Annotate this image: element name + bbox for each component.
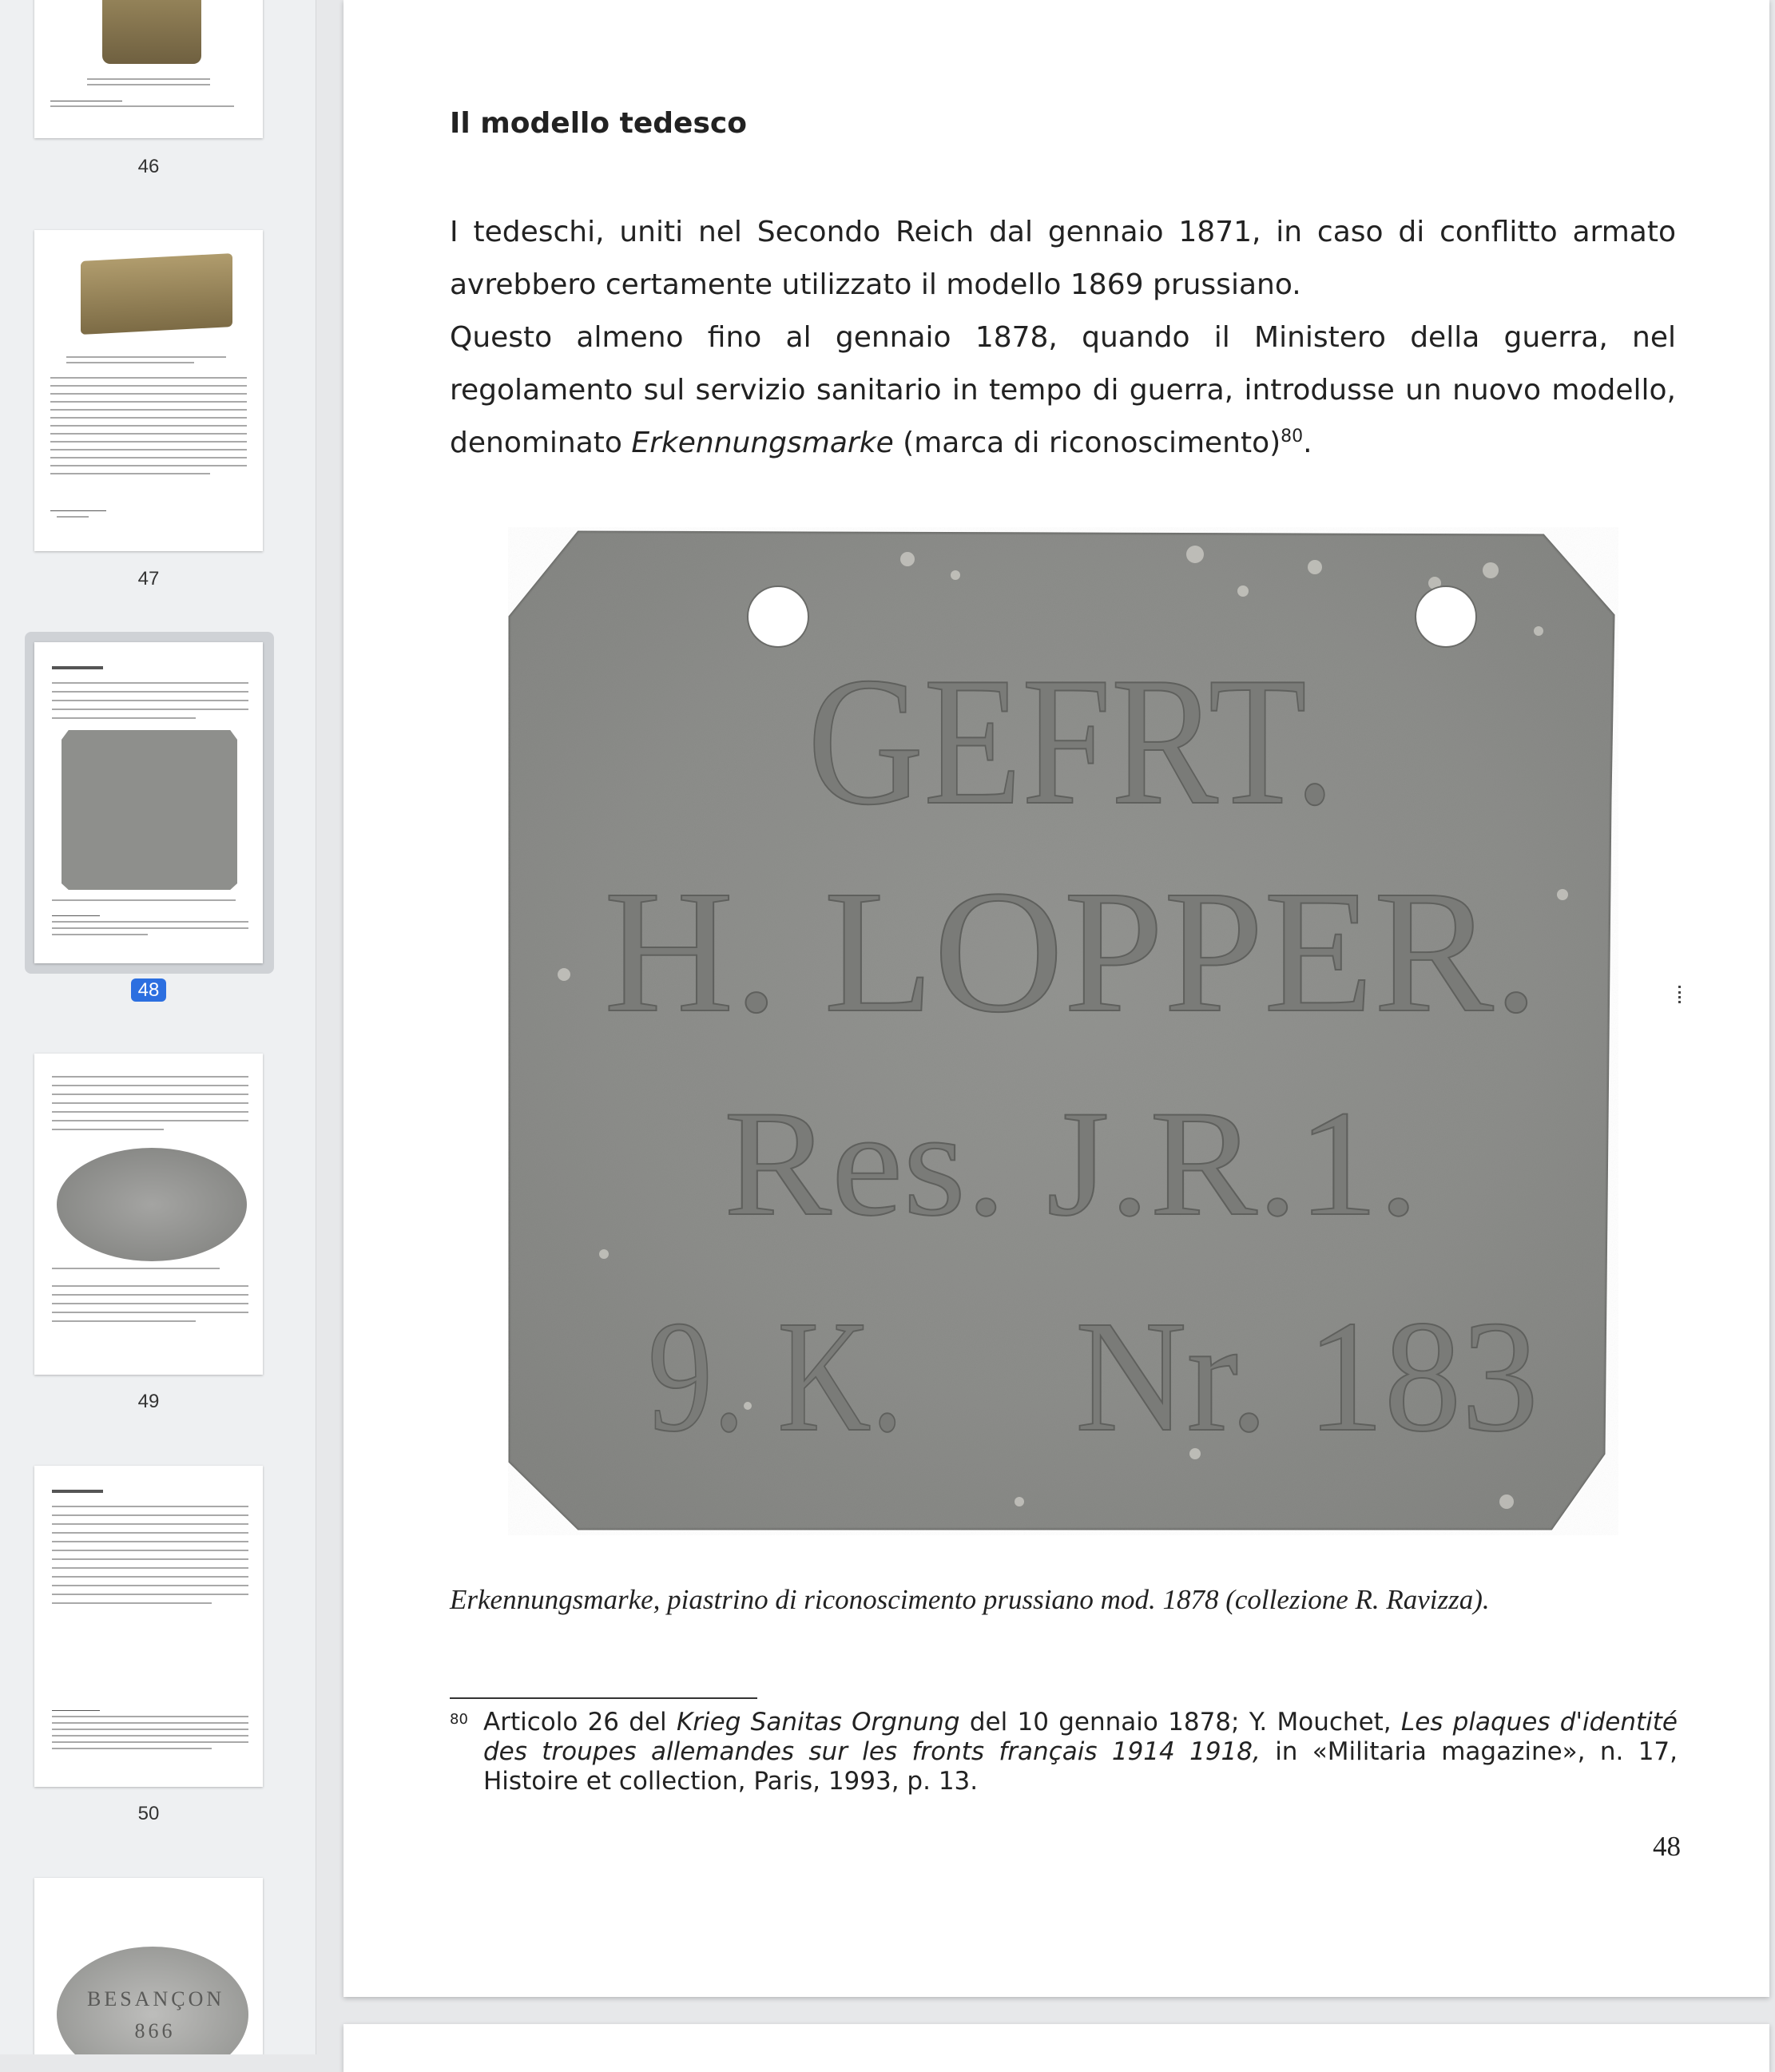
page-label-46: 46 <box>137 156 160 177</box>
tag-hole-left <box>748 586 808 647</box>
page-label-50: 50 <box>137 1803 160 1824</box>
text-cursor-marker <box>1678 986 1683 1003</box>
footnote-separator <box>450 1697 757 1699</box>
body-text <box>450 206 1676 470</box>
page-thumbnail-48[interactable] <box>34 642 263 963</box>
section-heading: Il modello tedesco <box>450 107 747 140</box>
tag-text-line3: Res. J.R.1. <box>724 1080 1419 1248</box>
page-label-47: 47 <box>137 568 160 589</box>
footnote-ref-80[interactable]: 80 <box>1281 427 1304 447</box>
footnote-number: 80 <box>450 1711 468 1728</box>
tag-text-line4a: 9. K. <box>648 1288 903 1465</box>
footnote-80 <box>450 1708 1678 1796</box>
tag-hole-right <box>1416 586 1476 647</box>
paragraph-2: Questo almeno fino al gennaio 1878, quando il Ministero della guerra, nel regolamento sul servizio sanitario in tempo di guerra, introdusse un nuovo modello, denominato Erkennungsmarke (marca di riconoscimento)$^{80}$. <box>450 321 1676 459</box>
tag-text-line4b: Nr. 183 <box>1075 1288 1539 1465</box>
document-viewer[interactable] <box>316 0 1775 2054</box>
page-number: 48 <box>1653 1831 1681 1862</box>
page-label-48: 48 <box>34 979 263 1002</box>
thumbnail-figure <box>81 253 232 335</box>
page-label-49: 49 <box>137 1391 160 1412</box>
page-thumbnail-50[interactable] <box>34 1466 263 1787</box>
page-thumbnail-46[interactable] <box>34 0 263 138</box>
tag-text-line2: H. LOPPER. <box>604 854 1539 1049</box>
thumbnail-figure <box>102 0 201 64</box>
thumbnail-sidebar[interactable] <box>0 0 316 2054</box>
page-thumbnail-51[interactable] <box>34 1878 263 2054</box>
dog-tag-photo <box>508 527 1618 1535</box>
paragraph-1: I tedeschi, uniti nel Secondo Reich dal gennaio 1871, in caso di conflitto armato avrebbero certamente utilizzato il modello 1869 prussiano. <box>450 216 1676 301</box>
figure-caption: Erkennungsmarke, piastrino di riconoscimento prussiano mod. 1878 (collezione R. Ravizza). <box>450 1584 1490 1615</box>
thumbnail-figure <box>57 1148 247 1261</box>
tag-text-line1: GEFRT. <box>808 639 1335 843</box>
page-thumbnail-49[interactable] <box>34 1054 263 1375</box>
thumbnail-figure-text: BESANÇON 866 <box>87 1987 225 2042</box>
document-page-48 <box>343 0 1769 1997</box>
footnote-text: Articolo 26 del Krieg Sanitas Orgnung del 10 gennaio 1878; Y. Mouchet, Les plaques d'identité des troupes allemandes sur les fronts français 1914 1918, in «Militaria magazine», n. 17, Histoire et collection, Paris, 1993, p. 13. <box>483 1708 1678 1796</box>
document-page-49-top <box>343 2024 1769 2072</box>
page-thumbnail-47[interactable] <box>34 230 263 551</box>
thumbnail-figure <box>62 730 237 890</box>
